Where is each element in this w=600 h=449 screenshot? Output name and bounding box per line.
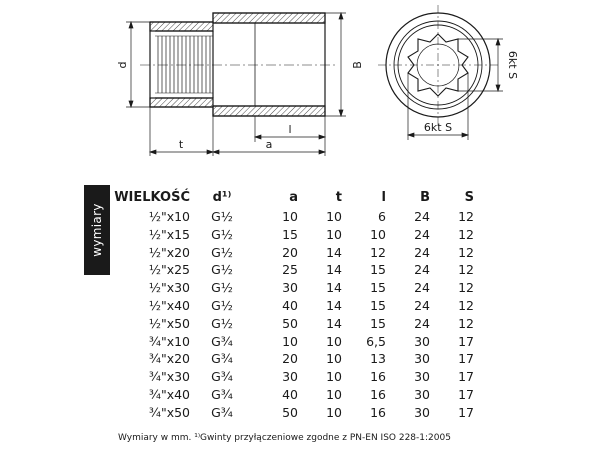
cell-d: G¾ — [211, 386, 233, 402]
end-view — [378, 5, 498, 125]
table-row — [108, 279, 474, 297]
cell-d: G½ — [211, 315, 233, 331]
cell-S: 12 — [458, 226, 474, 242]
cell-size: ½"x10 — [148, 209, 190, 224]
cell-a: 20 — [282, 351, 298, 367]
header-l: l — [381, 189, 386, 205]
dim-label-t: t — [178, 138, 184, 151]
cell-S: 12 — [458, 315, 474, 331]
table-row — [108, 386, 474, 404]
cell-B: 24 — [414, 244, 430, 260]
cell-a: 50 — [282, 404, 298, 420]
cell-S: 17 — [458, 386, 474, 402]
header-S: S — [464, 189, 474, 205]
cell-d: G½ — [211, 280, 233, 296]
dim-label-l: l — [288, 123, 292, 136]
cell-l: 15 — [370, 262, 386, 278]
table-row — [108, 208, 474, 226]
cell-l: 12 — [370, 244, 386, 260]
cell-a: 10 — [282, 333, 298, 349]
cell-B: 30 — [414, 351, 430, 367]
header-size: WIELKOŚĆ — [114, 189, 190, 205]
cell-l: 10 — [370, 226, 386, 242]
cell-B: 30 — [414, 386, 430, 402]
cell-l: 6 — [378, 209, 386, 224]
cell-a: 30 — [282, 280, 298, 296]
table-row — [108, 244, 474, 262]
cell-S: 12 — [458, 209, 474, 224]
cell-d: G½ — [211, 244, 233, 260]
cell-l: 16 — [370, 369, 386, 385]
footnote: Wymiary w mm. ¹⁾Gwinty przyłączeniowe zgodne z PN-EN ISO 228-1:2005 — [118, 433, 451, 443]
cell-l: 13 — [370, 351, 386, 367]
dim-label-B: B — [351, 61, 364, 69]
table-row — [108, 404, 474, 422]
cell-d: G¾ — [211, 404, 233, 420]
cell-B: 30 — [414, 404, 430, 420]
technical-drawing — [0, 0, 600, 180]
cell-d: G¾ — [211, 369, 233, 385]
cell-B: 24 — [414, 280, 430, 296]
cell-t: 10 — [326, 351, 342, 367]
table-row — [108, 368, 474, 386]
cell-t: 10 — [326, 226, 342, 242]
cell-S: 17 — [458, 404, 474, 420]
table-row — [108, 261, 474, 279]
cell-t: 14 — [326, 280, 342, 296]
cell-S: 12 — [458, 262, 474, 278]
cell-l: 15 — [370, 297, 386, 313]
table-header-row — [108, 186, 474, 208]
cell-a: 15 — [282, 226, 298, 242]
cell-t: 14 — [326, 262, 342, 278]
cell-t: 14 — [326, 244, 342, 260]
table-row — [108, 350, 474, 368]
cell-a: 40 — [282, 297, 298, 313]
table-row — [108, 297, 474, 315]
cell-size: ½"x30 — [148, 280, 190, 296]
cell-t: 10 — [326, 386, 342, 402]
cell-t: 14 — [326, 315, 342, 331]
cell-t: 10 — [326, 404, 342, 420]
cell-size: ¾"x10 — [148, 333, 190, 349]
cell-S: 12 — [458, 280, 474, 296]
cell-a: 25 — [282, 262, 298, 278]
cell-size: ½"x50 — [148, 315, 190, 331]
cell-size: ½"x15 — [148, 226, 190, 242]
cell-S: 12 — [458, 297, 474, 313]
cell-B: 24 — [414, 226, 430, 242]
cell-a: 50 — [282, 315, 298, 331]
cell-d: G½ — [211, 297, 233, 313]
cell-a: 30 — [282, 369, 298, 385]
cell-l: 15 — [370, 280, 386, 296]
cell-size: ¾"x50 — [148, 404, 190, 420]
header-d: d¹⁾ — [212, 189, 232, 205]
cell-d: G½ — [211, 209, 233, 224]
cell-t: 10 — [326, 333, 342, 349]
table-row — [108, 333, 474, 351]
cell-t: 10 — [326, 369, 342, 385]
cell-S: 12 — [458, 244, 474, 260]
cell-size: ¾"x20 — [148, 351, 190, 367]
side-tab-label: wymiary — [90, 203, 104, 257]
cell-l: 16 — [370, 386, 386, 402]
table-row — [108, 315, 474, 333]
cell-t: 10 — [326, 209, 342, 224]
header-t: t — [335, 189, 342, 205]
table-row — [108, 226, 474, 244]
cell-l: 16 — [370, 404, 386, 420]
dim-label-6kt-s-vertical: 6kt S — [506, 50, 519, 80]
cell-size: ¾"x40 — [148, 386, 190, 402]
table-body — [108, 208, 474, 422]
cell-S: 17 — [458, 333, 474, 349]
cell-a: 40 — [282, 386, 298, 402]
cell-B: 24 — [414, 297, 430, 313]
cell-B: 24 — [414, 209, 430, 224]
cell-B: 24 — [414, 315, 430, 331]
dim-label-d: d — [116, 61, 129, 69]
cell-d: G¾ — [211, 333, 233, 349]
side-tab-dimensions — [84, 185, 110, 275]
cell-S: 17 — [458, 369, 474, 385]
cell-B: 30 — [414, 369, 430, 385]
cell-B: 30 — [414, 333, 430, 349]
cell-a: 10 — [282, 209, 298, 224]
header-a: a — [289, 189, 298, 205]
cell-S: 17 — [458, 351, 474, 367]
header-B: B — [420, 189, 430, 205]
cell-l: 15 — [370, 315, 386, 331]
cell-a: 20 — [282, 244, 298, 260]
cell-d: G½ — [211, 226, 233, 242]
cell-B: 24 — [414, 262, 430, 278]
cell-size: ½"x20 — [148, 244, 190, 260]
cell-size: ½"x40 — [148, 297, 190, 313]
cell-size: ¾"x30 — [148, 369, 190, 385]
dimensions-table — [108, 186, 474, 422]
dim-label-a: a — [265, 138, 273, 151]
cell-t: 14 — [326, 297, 342, 313]
cell-size: ½"x25 — [148, 262, 190, 278]
cell-d: G¾ — [211, 351, 233, 367]
side-view — [150, 13, 325, 116]
dim-label-6kt-s-horizontal: 6kt S — [423, 121, 453, 134]
cell-l: 6,5 — [366, 333, 386, 349]
cell-d: G½ — [211, 262, 233, 278]
